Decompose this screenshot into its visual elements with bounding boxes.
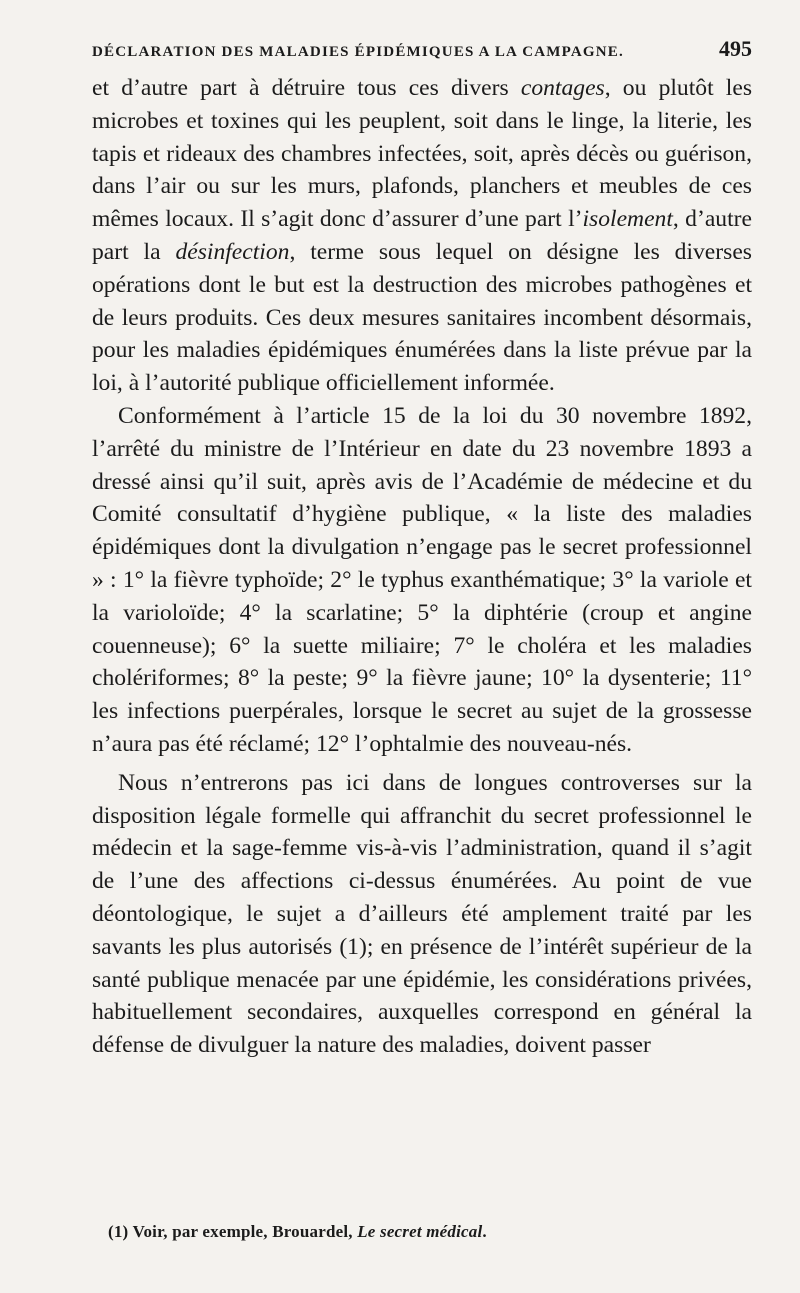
footnote-title: Le secret médical bbox=[357, 1222, 483, 1241]
body-text bbox=[92, 72, 752, 1062]
footnote bbox=[108, 1222, 487, 1242]
para1-text-c: , d’autre part la bbox=[92, 206, 752, 265]
para1-text-b: , ou plutôt les microbes et toxines qui les peuplent, soit dans le linge, la literie, les tapis et rideaux des chambres infectées, soit, après décès ou guérison, dans l’air ou sur les murs, plafonds, planchers et meubles de ces mêmes locaux. Il s’agit donc d’assurer d’une part l’ bbox=[92, 75, 753, 233]
term-desinfection: désinfection bbox=[175, 238, 290, 265]
para1-text-a: et d’autre part à détruire tous ces divers bbox=[92, 75, 521, 101]
footnote-prefix: (1) Voir, par exemple, Brouardel, bbox=[108, 1222, 358, 1241]
running-title: DÉCLARATION DES MALADIES ÉPIDÉMIQUES A LA CAMPAGNE. bbox=[92, 44, 624, 60]
paragraph-1 bbox=[92, 72, 752, 400]
term-isolement: isolement bbox=[582, 206, 673, 233]
para1-text-d: , terme sous lequel on désigne les diverses opérations dont le but est la destruction des microbes pathogènes et de leurs produits. Ces deux mesures sanitaires incombent désormais, pour les maladies épidémiques énumérées dans la liste prévue par la loi, à l’autorité publique officiellement informée. bbox=[92, 238, 752, 397]
footnote-suffix: . bbox=[482, 1222, 487, 1241]
page-header bbox=[92, 36, 752, 62]
paragraph-3: Nous n’entrerons pas ici dans de longues controverses sur la disposition légale formelle qui affranchit du secret professionnel le médecin et la sage-femme vis-à-vis l’administration, quand il s’agit de l’une des affections ci-dessus énumérées. Au point de vue déontologique, le sujet a d’ailleurs été amplement traité par les savants les plus autorisés (1); en présence de l’intérêt supérieur de la santé publique menacée par une épidémie, les considérations privées, habituellement secondaires, auxquelles correspond en général la défense de divulguer la nature des maladies, doivent passer bbox=[92, 769, 752, 1059]
term-contages: contages bbox=[520, 75, 605, 101]
page-number: 495 bbox=[719, 36, 752, 61]
paragraph-2: Conformément à l’article 15 de la loi du 30 novembre 1892, l’arrêté du ministre de l’Intérieur en date du 23 novembre 1893 a dressé ainsi qu’il suit, après avis de l’Académie de médecine et du Comité consultatif d’hygiène publique, « la liste des maladies épidémiques dont la divulgation n’engage pas le secret professionnel » : 1° la fièvre typhoïde; 2° le typhus exanthématique; 3° la variole et la varioloïde; 4° la scarlatine; 5° la diphtérie (croup et angine couenneuse); 6° la suette miliaire; 7° le choléra et les maladies cholériformes; 8° la peste; 9° la fièvre jaune; 10° la dysenterie; 11° les infections puerpérales, lorsque le secret au sujet de la grossesse n’aura pas été réclamé; 12° l’ophtalmie des nouveau-nés. bbox=[92, 402, 752, 757]
